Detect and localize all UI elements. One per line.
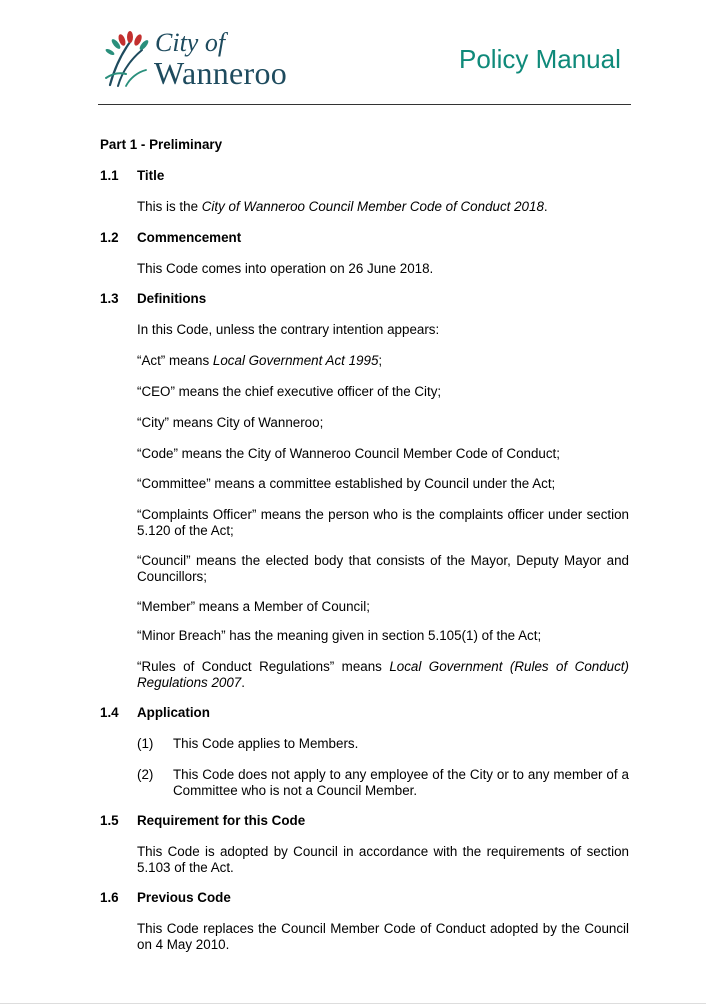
act-name: Local Government Act 1995 [212, 353, 379, 368]
logo-text-city-of: City of [155, 28, 226, 57]
definition-complaints-officer: “Complaints Officer” means the person who is the complaints officer under section 5.120 of the Act; [137, 507, 629, 538]
section-number: 1.1 [100, 168, 119, 183]
section-title: Title [137, 168, 165, 183]
list-item-text: This Code does not apply to any employee of the City or to any member of a Committee who is not a Council Member. [173, 767, 629, 798]
definition-member: “Member” means a Member of Council; [137, 599, 370, 614]
text: . [543, 199, 548, 214]
definition-code: “Code” means the City of Wanneroo Council Member Code of Conduct; [137, 446, 560, 461]
part-heading: Part 1 - Preliminary [100, 137, 223, 152]
commencement-paragraph: This Code comes into operation on 26 June 2018. [137, 261, 434, 276]
definition-council: “Council” means the elected body that consists of the Mayor, Deputy Mayor and Councillors; [137, 553, 629, 584]
previous-code-paragraph: This Code replaces the Council Member Code of Conduct adopted by the Council on 4 May 2010. [137, 921, 629, 952]
section-number: 1.6 [100, 890, 119, 905]
section-number: 1.4 [100, 705, 119, 720]
section-title: Application [137, 705, 210, 720]
section-number: 1.5 [100, 813, 119, 828]
page-bottom-edge [0, 1003, 706, 1004]
list-item-text: This Code applies to Members. [173, 736, 359, 751]
definition-act [137, 353, 629, 369]
list-item-number: (2) [137, 767, 154, 782]
section-title: Requirement for this Code [137, 813, 306, 828]
section-title: Definitions [137, 291, 207, 306]
header-divider [98, 104, 631, 105]
code-name: City of Wanneroo Council Member Code of Conduct 2018 [201, 199, 544, 214]
definition-city: “City” means City of Wanneroo; [137, 415, 324, 430]
definition-minor-breach: “Minor Breach” has the meaning given in section 5.105(1) of the Act; [137, 628, 542, 643]
requirement-paragraph: This Code is adopted by Council in accordance with the requirements of section 5.103 of the Act. [137, 844, 629, 875]
section-number: 1.3 [100, 291, 119, 306]
title-paragraph [137, 199, 629, 215]
policy-manual-title: Policy Manual [459, 44, 621, 74]
text: ; [378, 353, 383, 368]
section-title: Commencement [137, 230, 242, 245]
logo-text-wanneroo: Wanneroo [154, 55, 288, 91]
definitions-intro: In this Code, unless the contrary intention appears: [137, 322, 440, 337]
list-item-number: (1) [137, 736, 154, 751]
text: “Act” means [137, 353, 213, 368]
definition-ceo: “CEO” means the chief executive officer of the City; [137, 384, 442, 399]
regulations-name: Local Government (Rules of Conduct) Regulations 2007 [137, 659, 629, 690]
definition-committee: “Committee” means a committee established by Council under the Act; [137, 476, 556, 491]
section-number: 1.2 [100, 230, 119, 245]
text: “Rules of Conduct Regulations” means [137, 659, 390, 674]
text: This is the [137, 199, 202, 214]
definition-rules-of-conduct [137, 659, 629, 690]
text: . [241, 674, 245, 690]
section-title: Previous Code [137, 890, 231, 905]
